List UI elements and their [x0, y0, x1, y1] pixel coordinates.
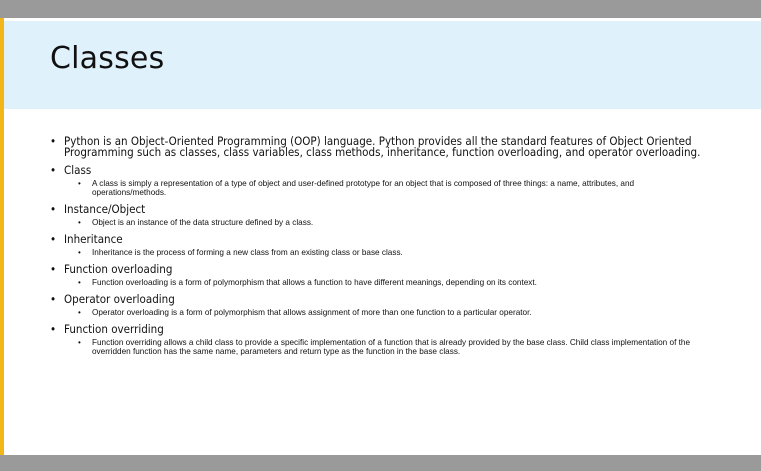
sub-bullet-text: Function overriding allows a child class to provide a specific implementation of a function that is already provided by the base class. Child class implementation of the overridden function has the same name, parameters and return type as the function in the base class.	[92, 338, 690, 356]
sub-bullet-class	[78, 179, 710, 197]
sub-bullet-icon: •	[78, 179, 81, 188]
slide-content	[50, 136, 710, 356]
title-band	[4, 21, 761, 109]
sub-bullet-icon: •	[78, 338, 81, 347]
bullet-item-function-overloading	[50, 264, 710, 275]
bullet-item-class	[50, 165, 710, 176]
sub-bullet-icon: •	[78, 248, 81, 257]
sub-bullet-text: Inheritance is the process of forming a new class from an existing class or base class.	[92, 248, 403, 257]
sub-bullet-text: Operator overloading is a form of polymorphism that allows assignment of more than one function to a particular operator.	[92, 308, 532, 317]
bullet-icon: •	[50, 134, 57, 148]
sub-bullet-instance	[78, 218, 710, 227]
bullet-text: Instance/Object	[64, 202, 146, 216]
sub-bullet-function-overriding	[78, 338, 710, 356]
bullet-icon: •	[50, 163, 57, 177]
sub-bullet-icon: •	[78, 218, 81, 227]
sub-bullet-text: Object is an instance of the data structure defined by a class.	[92, 218, 314, 227]
slide	[0, 18, 761, 455]
sub-bullet-operator-overloading	[78, 308, 710, 317]
slide-title: Classes	[50, 41, 165, 76]
sub-bullet-text: Function overloading is a form of polymorphism that allows a function to have different meanings, depending on its context.	[92, 278, 537, 287]
bullet-item-operator-overloading	[50, 294, 710, 305]
bullet-text: Inheritance	[64, 232, 123, 246]
bullet-item-instance	[50, 204, 710, 215]
bullet-text: Class	[64, 163, 92, 177]
bullet-text: Operator overloading	[64, 292, 175, 306]
bullet-text: Python is an Object-Oriented Programming (OOP) language. Python provides all the standard features of Object Oriented Programming such as classes, class variables, class methods, inheritance, function overloading, and operator overloading.	[64, 134, 701, 159]
bullet-icon: •	[50, 262, 57, 276]
sub-bullet-inheritance	[78, 248, 710, 257]
sub-bullet-icon: •	[78, 278, 81, 287]
bullet-icon: •	[50, 292, 57, 306]
bullet-icon: •	[50, 232, 57, 246]
bullet-text: Function overriding	[64, 322, 164, 336]
sub-bullet-text: A class is simply a representation of a type of object and user-defined prototype for an object that is composed of three things: a name, attributes, and operations/methods.	[92, 179, 635, 197]
bullet-text: Function overloading	[64, 262, 173, 276]
bullet-item-intro	[50, 136, 710, 158]
bullet-item-function-overriding	[50, 324, 710, 335]
bullet-item-inheritance	[50, 234, 710, 245]
bullet-icon: •	[50, 202, 57, 216]
bullet-icon: •	[50, 322, 57, 336]
sub-bullet-function-overloading	[78, 278, 710, 287]
sub-bullet-icon: •	[78, 308, 81, 317]
